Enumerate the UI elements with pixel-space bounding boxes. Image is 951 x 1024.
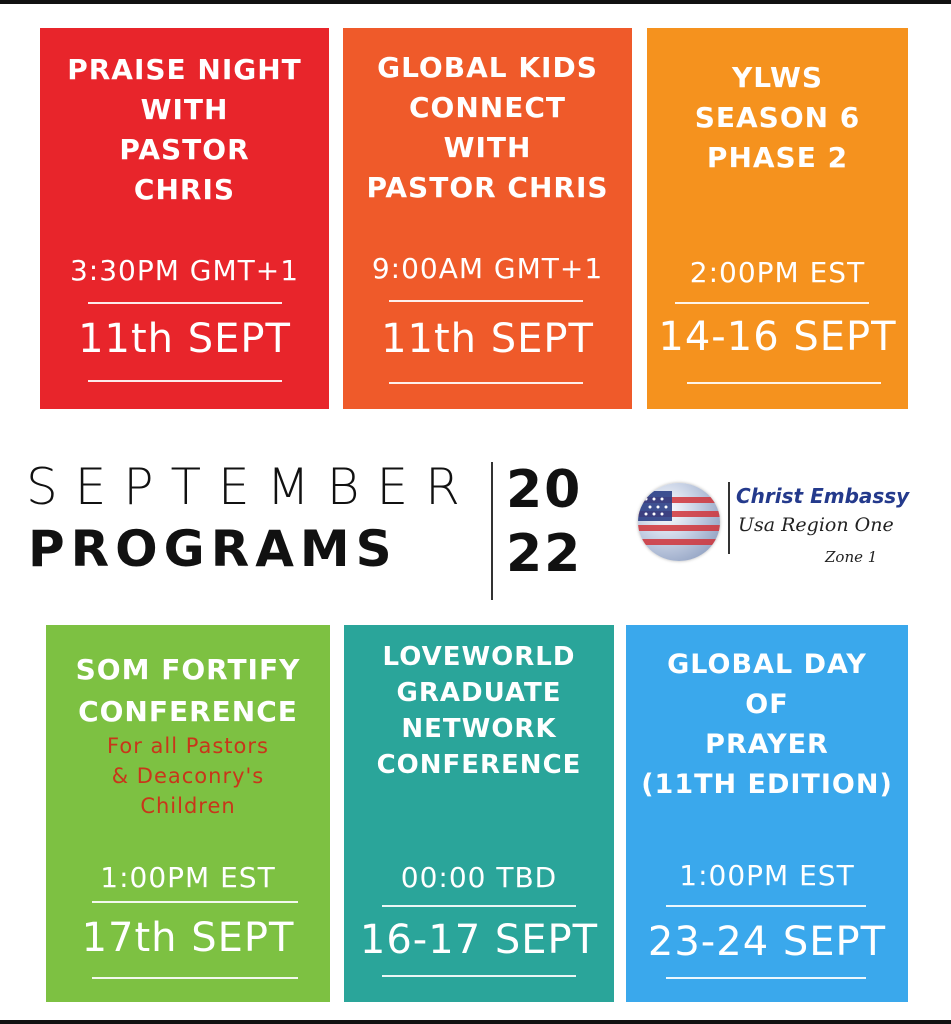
- card-title: [626, 645, 908, 805]
- card-time: 2:00PM EST: [689, 256, 866, 289]
- globe-flag-icon: [638, 483, 720, 561]
- card-title-line: PRAYER: [705, 729, 829, 760]
- card-title: [344, 639, 614, 783]
- card-subtitle-line: & Deaconry's: [111, 764, 265, 788]
- card-date: 14-16 SEPT: [658, 314, 897, 360]
- card-title-line: PASTOR: [119, 133, 250, 166]
- top-border: [0, 0, 951, 4]
- bottom-border: [0, 1020, 951, 1024]
- card-title-line: LOVEWORLD: [382, 642, 576, 672]
- year-top: 20: [506, 460, 583, 520]
- flag-graphic: [638, 483, 720, 561]
- card-title-line: CONFERENCE: [78, 695, 298, 728]
- logo-name: Christ Embassy: [736, 484, 910, 508]
- card-title-line: NETWORK: [401, 714, 557, 744]
- card-title: [40, 50, 329, 210]
- program-card-global-day-of-prayer: [626, 625, 908, 1002]
- card-time: 00:00 TBD: [400, 861, 558, 894]
- program-card-global-kids-connect: [343, 28, 632, 409]
- card-subtitle-line: Children: [140, 794, 236, 818]
- program-card-praise-night: [40, 28, 329, 409]
- headline-month: SEPTEMBER: [26, 458, 477, 516]
- card-title-line: YLWS: [732, 61, 823, 94]
- program-card-som-fortify: [46, 625, 330, 1002]
- card-title-line: GRADUATE: [396, 678, 562, 708]
- card-title-line: SEASON 6: [694, 101, 861, 134]
- card-title-line: SOM FORTIFY: [75, 653, 301, 686]
- card-title-line: CHRIS: [133, 173, 236, 206]
- card-divider: [687, 382, 881, 384]
- card-time: 3:30PM GMT+1: [69, 254, 300, 287]
- card-title: [46, 649, 330, 733]
- card-title: [647, 58, 908, 178]
- headline-programs: PROGRAMS: [28, 520, 398, 578]
- card-date: 16-17 SEPT: [359, 917, 599, 963]
- card-date: 11th SEPT: [381, 316, 594, 362]
- card-title-line: CONNECT: [409, 91, 566, 124]
- card-title-line: WITH: [140, 93, 229, 126]
- card-subtitle-line: For all Pastors: [107, 734, 269, 758]
- card-divider: [389, 382, 583, 384]
- card-divider: [382, 905, 576, 907]
- card-date: 11th SEPT: [78, 316, 291, 362]
- logo-zone: Zone 1: [825, 548, 878, 566]
- card-title-line: PHASE 2: [706, 141, 849, 174]
- card-title: [343, 48, 632, 208]
- card-divider: [666, 977, 866, 979]
- card-title-line: (11TH EDITION): [641, 769, 893, 800]
- card-title-line: WITH: [443, 131, 532, 164]
- card-title-line: CONFERENCE: [376, 750, 582, 780]
- card-time: 1:00PM EST: [679, 859, 855, 892]
- year-bottom: 22: [506, 524, 583, 584]
- card-divider: [92, 977, 298, 979]
- card-divider: [389, 300, 583, 302]
- card-subtitle: [46, 731, 330, 821]
- card-divider: [382, 975, 576, 977]
- card-date: 17th SEPT: [81, 915, 295, 961]
- card-title-line: PASTOR CHRIS: [366, 171, 609, 204]
- logo-divider: [728, 482, 730, 554]
- program-card-ylws: [647, 28, 908, 409]
- card-divider: [92, 901, 298, 903]
- card-date: 23-24 SEPT: [647, 919, 887, 965]
- card-title-line: GLOBAL KIDS: [377, 51, 598, 84]
- logo-region: Usa Region One: [738, 514, 894, 536]
- card-divider: [675, 302, 869, 304]
- card-divider: [88, 380, 282, 382]
- card-divider: [88, 302, 282, 304]
- header-divider: [491, 462, 493, 600]
- card-divider: [666, 905, 866, 907]
- program-card-loveworld-graduate: [344, 625, 614, 1002]
- card-title-line: GLOBAL DAY: [667, 649, 867, 680]
- card-title-line: OF: [745, 689, 789, 720]
- card-time: 1:00PM EST: [100, 861, 276, 894]
- card-title-line: PRAISE NIGHT: [67, 53, 302, 86]
- card-time: 9:00AM GMT+1: [371, 252, 604, 285]
